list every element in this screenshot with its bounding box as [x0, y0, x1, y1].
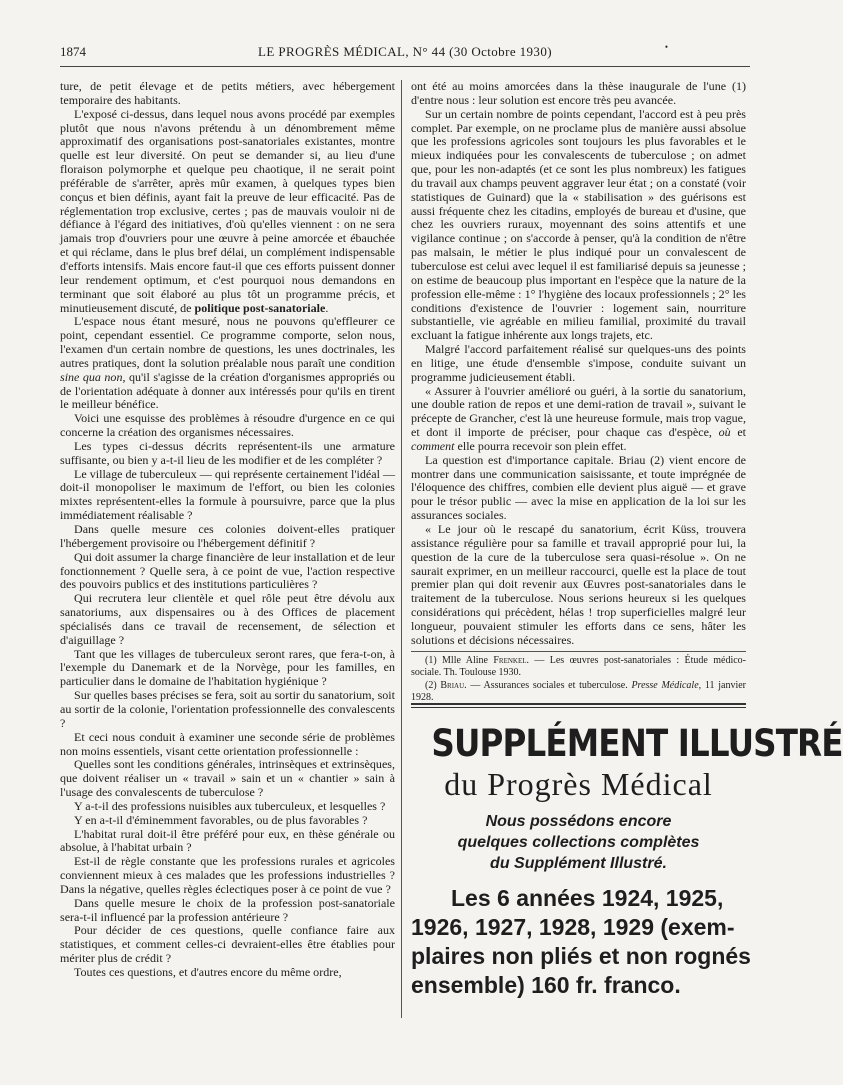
ad-rule	[411, 707, 746, 708]
paragraph: ture, de petit élevage et de petits métiers, avec hébergement temporaire des habitants.	[60, 79, 395, 107]
paragraph: Quelles sont les conditions générales, intrinsèques et extrinsèques, que doivent réaliser un « travail » sain et un « chantier » sain à l'usage des convalescents de tuberculose ?	[60, 757, 395, 800]
left-column	[60, 80, 395, 980]
paragraph: Tant que les villages de tuberculeux seront rares, que fera-t-on, à l'exemple du Danemark et de la Norvège, pour les familles, en particulier dans le domaine de l'habitation hygiénique ?	[60, 646, 395, 689]
bold-phrase: politique post-sanatoriale	[194, 300, 326, 315]
paragraph: « Assurer à l'ouvrier amélioré ou guéri, à la sortie du sanatorium, une double ration de repos et une demi-ration de travail », suivant le précepte de Grancher, c'est là une heureuse formule, mais trop vague, et dont il importe de préciser, pour chaque cas d'espèce, où et comment elle pourra recevoir son plein effet.	[411, 383, 747, 453]
italic-word: où	[718, 425, 731, 440]
ad-title: SUPPLÉMENT ILLUSTRÉ	[431, 722, 843, 765]
footnote: (1) Mlle Aline Frenkel. — Les œuvres post-sanatoriales : Étude médico-sociale. Th. Toulouse 1930.	[411, 655, 747, 679]
header-mark: •	[664, 42, 668, 52]
footnotes	[411, 655, 746, 705]
paragraph: Qui recrutera leur clientèle et quel rôle peut être dévolu aux sanatoriums, aux dispensaires ou à des Offices de placement spécialisés dans ce travail de recensement, de sélection et d'aiguillage ?	[60, 591, 395, 647]
paragraph: Malgré l'accord parfaitement réalisé sur quelques-uns des points en litige, une étude d'ensemble s'impose, conduite suivant un programme judicieusement établi.	[411, 342, 746, 384]
italic-word: comment	[411, 438, 455, 453]
paragraph: Pour décider de ces questions, quelle confiance faire aux statistiques, et comment celles-ci devraient-elles être établies pour mériter plus de crédit ?	[60, 923, 395, 966]
page-number: 1874	[60, 44, 86, 59]
paragraph: Les types ci-dessus décrits représentent-ils une armature suffisante, ou bien y a-t-il lieu de les modifier et de les compléter ?	[60, 438, 395, 467]
paragraph: Qui doit assumer la charge financière de leur installation et de leur fonctionnement ? Quelle sera, à ce point de vue, l'action respective des pouvoirs publics et des institutions particulières ?	[60, 549, 395, 592]
ad-subtitle: du Progrès Médical	[444, 766, 713, 802]
paragraph: Est-il de règle constante que les professions rurales et agricoles conviennent mieux à ces malades que les professions industrielles ? Dans la négative, quelles règles éclectiques poser à ce point de vue ?	[60, 854, 395, 896]
footnote-rule	[411, 651, 746, 652]
ad-offer: Les 6 années 1924, 1925, 1926, 1927, 1928, 1929 (exem- plaires non pliés et non rognés ensemble) 160 fr. franco.	[411, 885, 751, 998]
paragraph: Voici une esquisse des problèmes à résoudre d'urgence en ce qui concerne la création des organismes nécessaires.	[60, 411, 395, 440]
paragraph: La question est d'importance capitale. Briau (2) vient encore de montrer dans une communication saisissante, et toute imprégnée de l'éloquence des chiffres, combien elle devient plus aiguë — et grave pour le trésor public — avec la mise en application de la loi sur les assurances sociales.	[411, 452, 746, 523]
paragraph: Sur un certain nombre de points cependant, l'accord est à peu près complet. Par exemple, on ne proclame plus de manière aussi absolue que les professions agricoles sont toujours les plus favorables et le mieux indiquées pour les convalescents de tuberculose ; on admet que, pour les non-adaptés (et ce sont les plus nombreux) les fatigues du travail aux champs peuvent aggraver leur état ; on a constaté (voir statistiques de Guinard) que la « stabilisation » des guérisons est aussi fréquente chez les citadins, employés de bureau et d'usine, que chez les ouvriers ruraux, moyennant des soins attentifs et une vigilance continue ; on s'accorde à penser, qu'à la condition de n'être pas malsain, le métier le plus indiqué pour un convalescent de tuberculose est celui avec lequel il est familiarisé depuis sa jeunesse ; on estime de beaucoup plus important en l'espèce que la nature de la profession elle-même : 1° l'hygiène des locaux professionnels ; 2° les conditions d'existence de l'ouvrier : logement sain, nourriture substantielle, vie agréable en milieu familial, proximité du travail excluant la fatigue inhérente aux longs trajets, etc.	[411, 106, 746, 343]
paragraph: Y a-t-il des professions nuisibles aux tuberculeux, et lesquelles ?	[74, 798, 386, 813]
paragraph: Sur quelles bases précises se fera, soit au sortir du sanatorium, soit au sortir de la colonie, l'orientation professionnelle des convalescents ?	[60, 688, 395, 730]
running-title: LE PROGRÈS MÉDICAL, N° 44 (30 Octobre 1930)	[258, 44, 552, 59]
header-rule	[60, 66, 750, 67]
paragraph: Toutes ces questions, et d'autres encore du même ordre,	[74, 965, 342, 979]
paragraph: L'habitat rural doit-il être préféré pour eux, en thèse générale ou absolue, à l'habitat urbain ?	[60, 826, 395, 855]
column-divider	[401, 80, 402, 1018]
page-header	[60, 44, 750, 64]
right-column	[411, 80, 746, 648]
paragraph: Le village de tuberculeux — qui représente certainement l'idéal — doit-il monopoliser le maximum de l'effort, ou bien les colonies mixtes représentent-elles la formule à poursuivre, parce que la plus immédiatement réalisable ?	[60, 466, 395, 523]
paragraph: Dans quelle mesure ces colonies doivent-elles pratiquer l'hébergement provisoire ou l'hébergement définitif ?	[60, 522, 395, 550]
italic-phrase: sine qua non	[60, 369, 123, 384]
paragraph: L'espace nous étant mesuré, nous ne pouvons qu'effleurer ce point, cependant essentiel. Ce programme comporte, selon nous, l'examen d'un certain nombre de questions, les unes doctrinales, les autres pratiques, dont la solution préalable nous paraît une condition sine qua non, qu'il s'agisse de la création d'organismes appropriés ou de l'orientation adéquate à donner aux intéressés pour qu'ils en tirent le meilleur bénéfice.	[60, 314, 395, 412]
paragraph: L'exposé ci-dessus, dans lequel nous avons procédé par exemples plutôt que nous n'avons prétendu à un dénombrement même approximatif des organisations post-sanatoriales existantes, montre quelle est leur diversité. On peut se demander si, au lieu d'une floraison polymorphe et quelque peu chaotique, il ne serait point préférable de s'arrêter, après mûr examen, à quelques types bien conçus et bien définis, ayant fait la preuve de leur efficacité. Pas de réglementation trop exclusive, certes ; pas de mauvais vouloir ni de défiance à l'égard des initiatives, d'où qu'elles viennent : on ne sera jamais trop d'ouvriers pour une œuvre à peine amorcée et ébauchée et qui réclame, dans le plus bref délai, un complément indispensable d'efforts intensifs. Mais encore faut-il que ces efforts puissent donner leur rendement optimum, et c'est pourquoi nous demandons en terminant que soit élaboré au plus tôt un programme précis, et minutieusement discuté, de politique post-sanatoriale.	[60, 106, 395, 315]
paragraph: Dans quelle mesure le choix de la profession post-sanatoriale sera-t-il influencé par la profession antérieure ?	[60, 895, 395, 924]
paragraph: « Le jour où le rescapé du sanatorium, écrit Küss, trouvera assistance régulière pour sa famille et travail approprié pour lui, la question de la cure de la tuberculose sera quasi-résolue ». On ne saurait exprimer, en un meilleur raccourci, quelle est la place de tout premier plan qui doit revenir aux Œuvres post-sanatoriales dans le traitement de la tuberculose. Nous serions heureux si les quelques considérations qui précèdent, hélas ! trop superficielles malgré leur longueur, pouvaient stimuler les efforts dans ce sens, hâter les solutions et décisions nécessaires.	[411, 522, 746, 647]
footnote: (2) Briau. — Assurances sociales et tuberculose. Presse Médicale, 11 janvier 1928.	[411, 679, 746, 704]
paragraph: Y en a-t-il d'éminemment favorables, ou de plus favorables ?	[74, 812, 368, 827]
paragraph: ont été au moins amorcées dans la thèse inaugurale de l'une (1) d'entre nous : leur solution est encore très peu avancée.	[411, 79, 746, 107]
ad-rule	[411, 703, 746, 705]
paragraph: Et ceci nous conduit à examiner une seconde série de problèmes non moins essentiels, visant cette orientation professionnelle :	[60, 729, 395, 758]
ad-notice: Nous possédons encore quelques collections complètes du Supplément Illustré.	[457, 813, 700, 872]
